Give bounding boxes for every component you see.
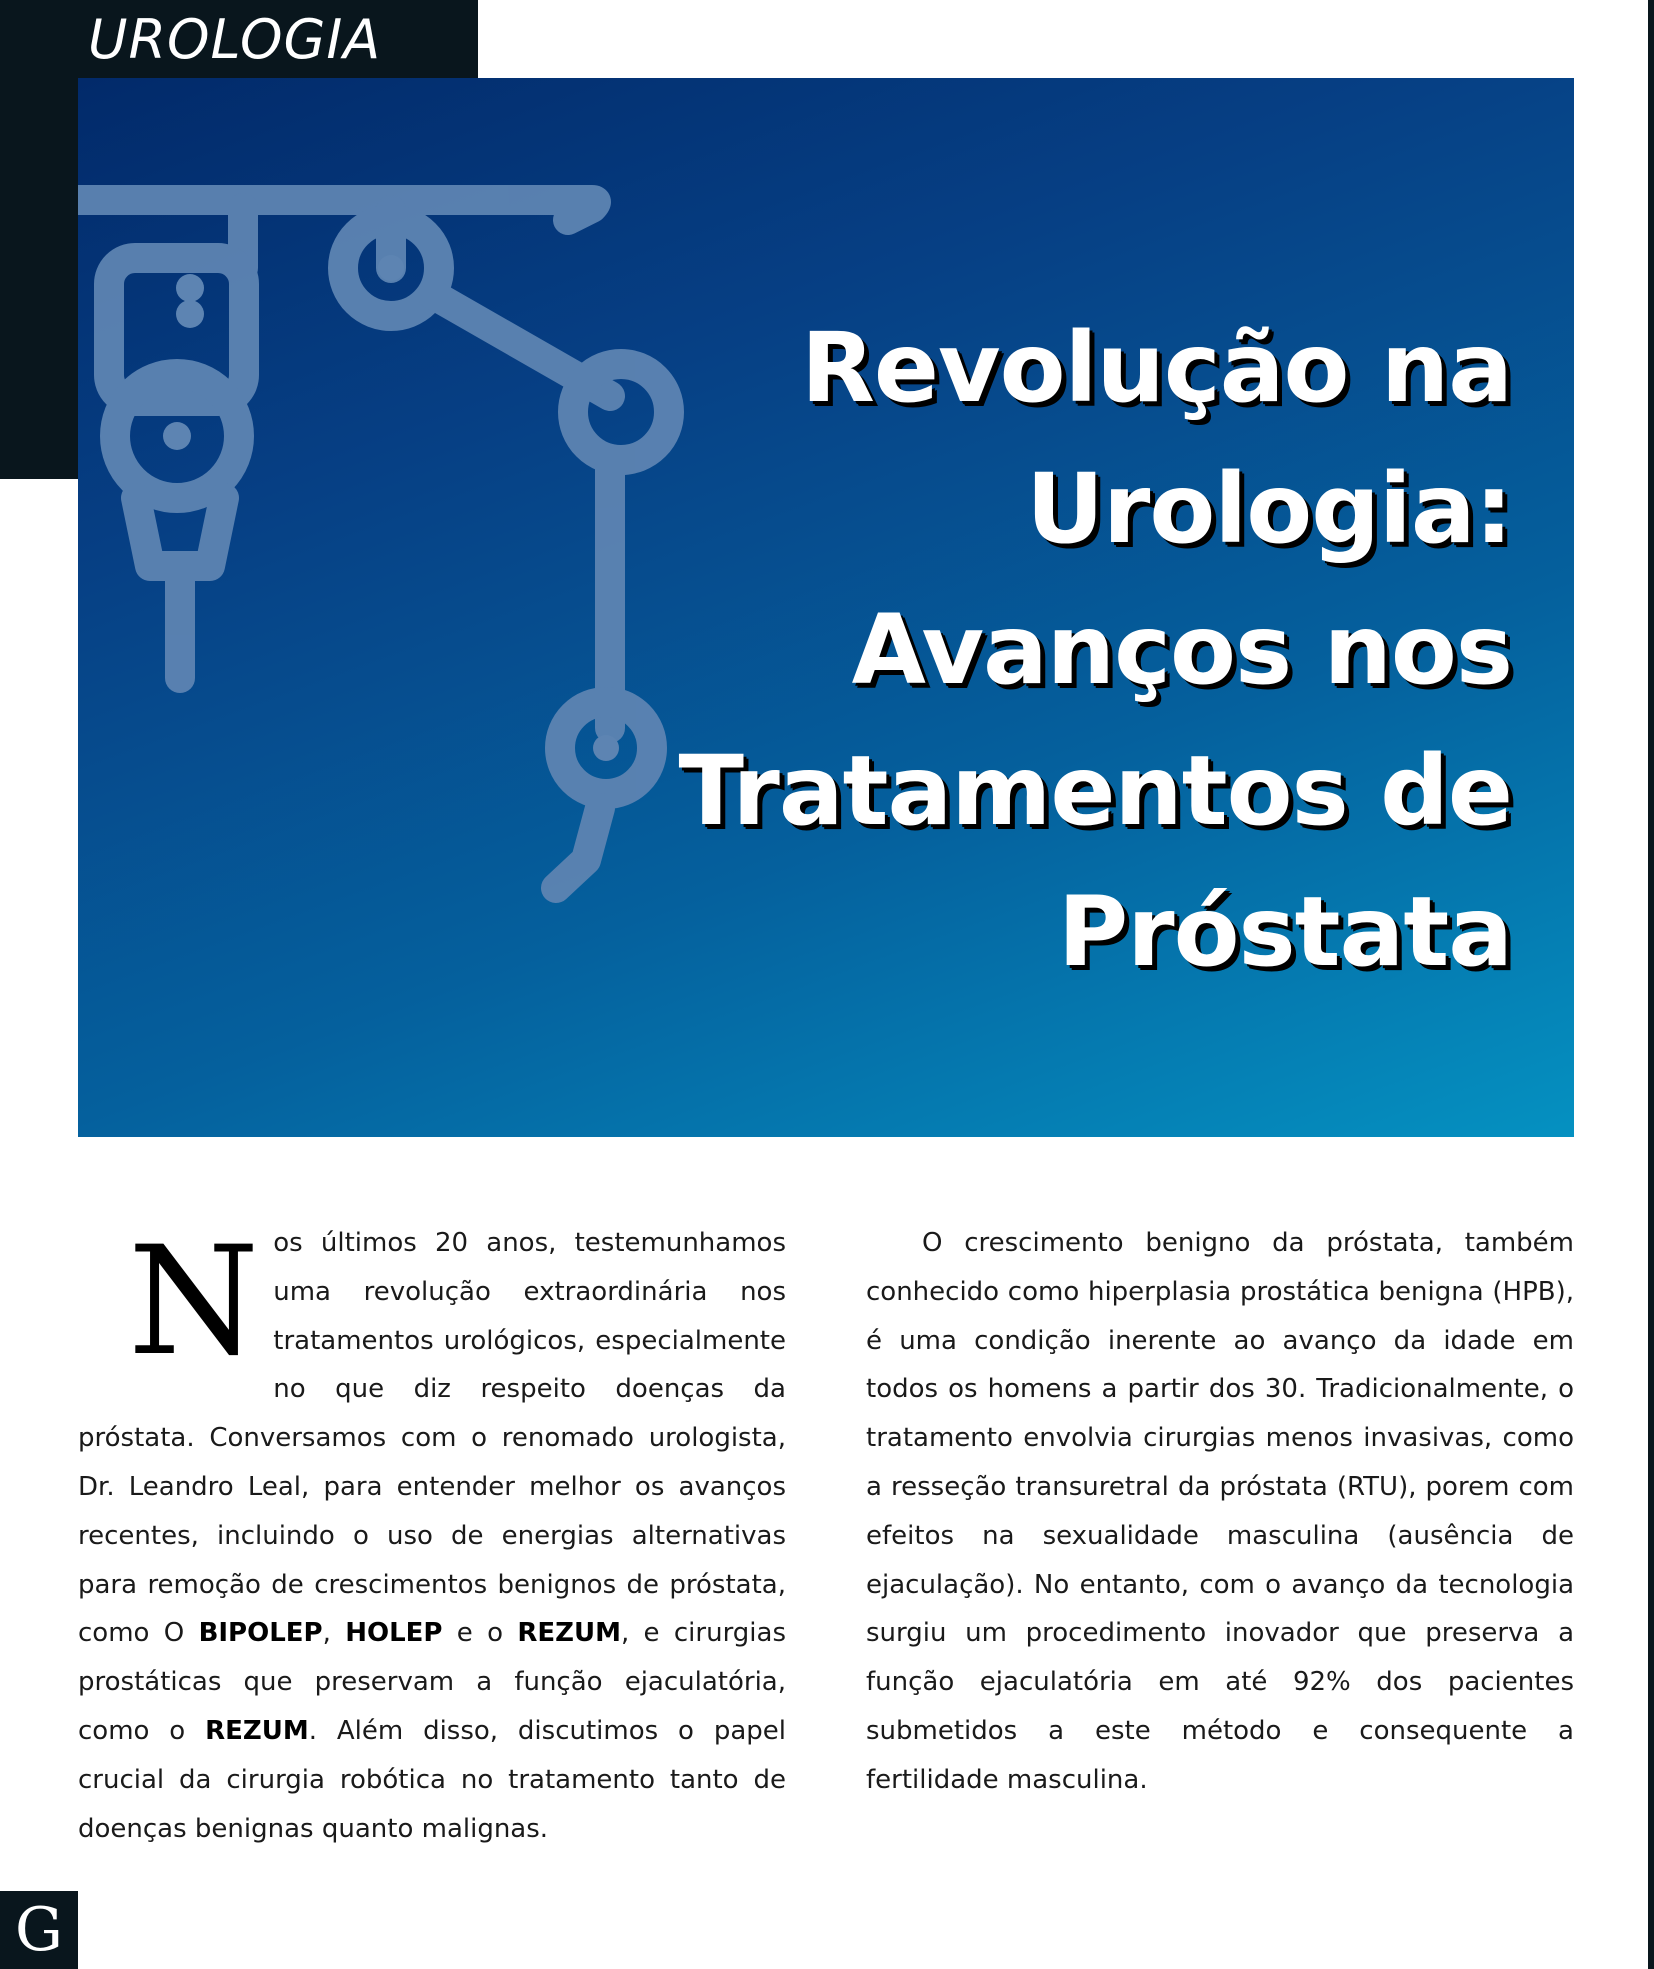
body-text: O crescimento benigno da próstata, também conhecido como hiperplasia prostática benigna (HPB), é uma condição inerente ao avanço da idade em todos os homens a partir dos 30. Tradicionalmente, o tratamento envolvia cirurgias menos invasivas, como a resseção transuretral da próstata (RTU), porem com efeitos na sexualidade masculina (ausência de ejaculação). No entanto, com o avanço da tecnologia surgiu um procedimento inovador que preserva a função ejaculatória em até 92% dos pacientes submetidos a este método e consequente a fertilidade masculina. [866, 1228, 1574, 1795]
keyword-bipolep: BIPOLEP [198, 1618, 323, 1649]
page-badge: G [0, 1891, 78, 1969]
section-label: UROLOGIA [88, 8, 382, 71]
keyword-holep: HOLEP [345, 1618, 443, 1649]
separator-text: , [322, 1618, 346, 1649]
body-text: os últimos 20 anos, testemunhamos uma revolução extraordinária nos tratamentos urológicos, especialmente no que diz respeito doenças da próstata. Conversamos com o renomado urologista, Dr. Leandro Leal, para entender melhor os avanços recentes, incluindo o uso de energias alternativas para remoção de crescimentos benignos de próstata, como O [78, 1228, 786, 1649]
body-text: . Além disso, discutimos o papel crucial da cirurgia robótica no tratamento tanto de doenças benignas quanto malignas. [78, 1715, 786, 1844]
title-line: Revolução na [801, 312, 1512, 424]
title-line: Tratamentos de [678, 735, 1512, 847]
right-border-rule [1648, 0, 1654, 1969]
title-line: Urologia: [1026, 453, 1512, 565]
hero-banner [78, 78, 1574, 1137]
title-line: Avanços nos [851, 594, 1512, 706]
article-column-left [78, 1215, 787, 1853]
article-title [612, 298, 1512, 1003]
body-text: , e cirurgias prostáticas que preservam a função ejaculatória, como o [78, 1618, 787, 1746]
article-column-right [866, 1219, 1574, 1805]
drop-cap: N [128, 1215, 260, 1389]
separator-text: e o [442, 1618, 518, 1649]
keyword-rezum: REZUM [205, 1715, 309, 1746]
section-tab [0, 0, 478, 78]
keyword-rezum: REZUM [517, 1618, 621, 1649]
title-line: Próstata [1057, 876, 1512, 988]
